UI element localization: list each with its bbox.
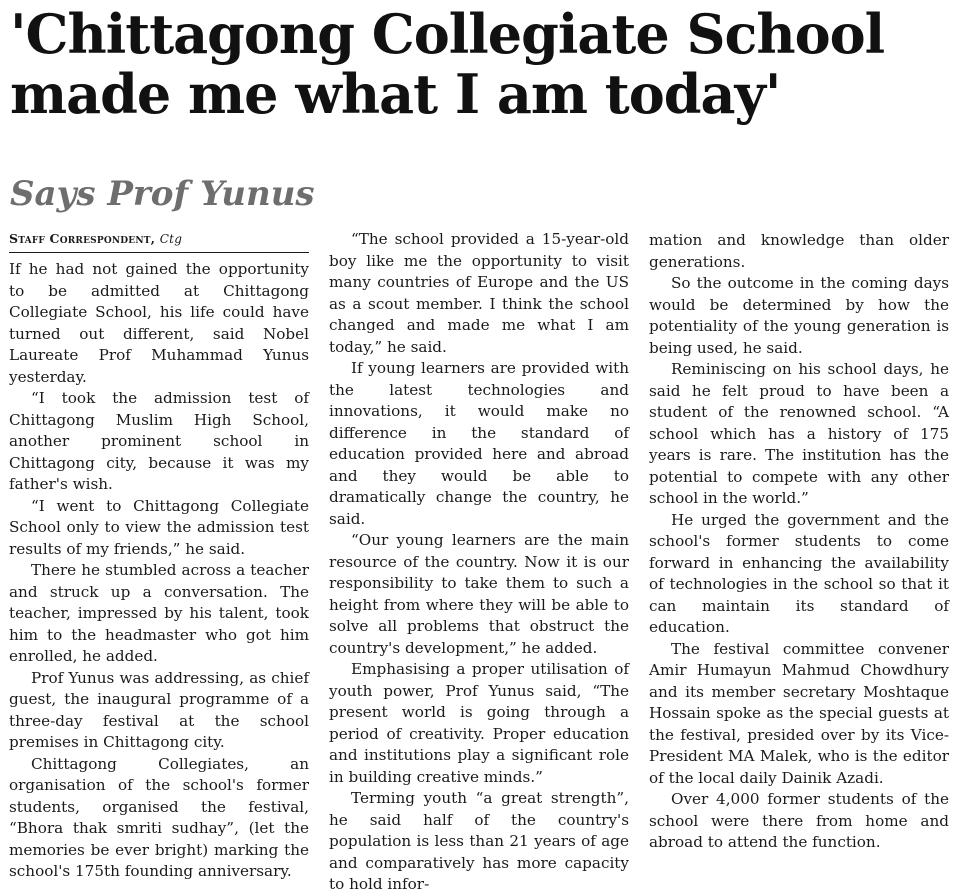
headline: [10, 4, 950, 124]
paragraph: Terming youth “a great strength”, he said half of the country's population is less than 21 years of age and comparatively has more capacity to hold infor-: [329, 789, 629, 893]
paragraph: “I took the admission test of Chittagong Muslim High School, another prominent school in Chittagong city, because it was my father's wish.: [9, 389, 309, 493]
paragraph: “I went to Chittagong Collegiate School only to view the admission test results of my friends,” he said.: [9, 496, 309, 558]
subheadline: Says Prof Yunus: [10, 174, 315, 214]
paragraph: “The school provided a 15-year-old boy like me the opportunity to visit many countries of Europe and the US as a scout member. I think the school changed and made me what I am today,” he said.: [329, 230, 629, 356]
headline-line-2: made me what I am today': [10, 62, 781, 126]
paragraph: Chittagong Collegiates, an organisation of the school's former students, organised the festival, “Bhora thak smriti sudhay”, (let the memories be ever bright) marking the school's 175th founding anniversary.: [9, 754, 309, 880]
article-column-2: [329, 229, 629, 896]
paragraph: The festival committee convener Amir Humayun Mahmud Chowdhury and its member secretary Moshtaque Hossain spoke as the special guests at the festival, presided over by its Vice-President MA Malek, who is the editor of the local daily Dainik Azadi.: [649, 639, 949, 787]
paragraph: “Our young learners are the main resource of the country. Now it is our responsibility to take them to such a height from where they will be able to solve all problems that obstruct the country's development,” he added.: [329, 531, 629, 657]
byline: [9, 229, 309, 253]
paragraph: Reminiscing on his school days, he said he felt proud to have been a student of the renowned school. “A school which has a history of 175 years is rare. The institution has the potential to compete with any other school in the world.”: [649, 360, 949, 507]
article-column-1: [9, 229, 309, 883]
paragraph: If he had not gained the opportunity to be admitted at Chittagong Collegiate School, his life could have turned out different, said Nobel Laureate Prof Muhammad Yunus yesterday.: [9, 260, 309, 386]
paragraph: Emphasising a proper utilisation of youth power, Prof Yunus said, “The present world is going through a period of creativity. Proper education and institutions play a significant role in building creative minds.”: [329, 660, 629, 786]
byline-location: Ctg: [159, 232, 183, 246]
paragraph-continued: mation and knowledge than older generations.: [649, 231, 949, 271]
paragraph: Prof Yunus was addressing, as chief guest, the inaugural programme of a three-day festival at the school premises in Chittagong city.: [9, 668, 309, 751]
paragraph: Over 4,000 former students of the school were there from home and abroad to attend the function.: [649, 790, 949, 851]
paragraph: There he stumbled across a teacher and struck up a conversation. The teacher, impressed by his talent, took him to the headmaster who got him enrolled, he added.: [9, 561, 309, 665]
paragraph: So the outcome in the coming days would be determined by how the potentiality of the young generation is being used, he said.: [649, 274, 949, 357]
article-column-3: [649, 230, 949, 854]
paragraph: If young learners are provided with the latest technologies and innovations, it would make no difference in the standard of education provided here and abroad and they would be able to dramatically change the country, he said.: [329, 359, 629, 528]
paragraph: He urged the government and the school's former students to come forward in enhancing the availability of technologies in the school so that it can maintain its standard of education.: [649, 510, 949, 636]
byline-name: Staff Correspondent,: [9, 231, 156, 246]
headline-line-1: 'Chittagong Collegiate School: [10, 2, 885, 66]
